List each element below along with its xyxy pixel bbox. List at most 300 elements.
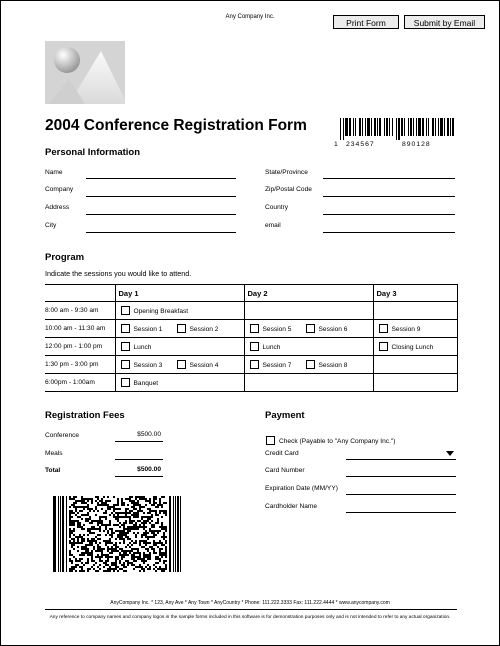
pdf417-module [165, 514, 167, 516]
name-field[interactable] [86, 178, 236, 179]
pdf417-module [73, 566, 75, 568]
pdf417-module [91, 520, 93, 522]
pdf417-module [135, 556, 137, 558]
pdf417-module [143, 570, 145, 572]
pdf417-module [127, 508, 129, 510]
session-label: Closing Lunch [391, 344, 434, 351]
pdf417-module [117, 498, 119, 500]
pdf417-module [95, 500, 97, 502]
print-form-button[interactable]: Print Form [333, 15, 399, 29]
pdf417-module [71, 570, 73, 572]
pdf417-module [127, 560, 129, 562]
pdf417-module [161, 506, 163, 508]
pdf417-module [113, 568, 115, 570]
pdf417-module [127, 562, 129, 564]
pdf417-module [111, 562, 113, 564]
pdf417-module [151, 546, 153, 548]
pdf417-module [71, 562, 73, 564]
pdf417-module [145, 540, 147, 542]
day2-header: Day 2 [244, 285, 373, 302]
pdf417-module [83, 524, 85, 526]
pdf417-module [161, 528, 163, 530]
pdf417-module [101, 548, 103, 550]
closing-lunch-checkbox[interactable] [379, 342, 388, 351]
day2-cell [244, 302, 373, 320]
pdf417-module [135, 524, 137, 526]
pdf417-module [115, 544, 117, 546]
pdf417-module [93, 520, 95, 522]
pdf417-module [95, 508, 97, 510]
pdf417-module [117, 500, 119, 502]
pdf417-module [153, 542, 155, 544]
pdf417-module [141, 558, 143, 560]
pdf417-module [159, 512, 161, 514]
pdf417-module [113, 506, 115, 508]
pdf417-module [141, 536, 143, 538]
pdf417-module [141, 516, 143, 518]
day3-header: Day 3 [373, 285, 457, 302]
session-5-checkbox[interactable] [250, 324, 259, 333]
session-8-checkbox[interactable] [306, 360, 315, 369]
pdf417-module [117, 516, 119, 518]
pdf417-module [115, 566, 117, 568]
pdf417-module [81, 510, 83, 512]
pdf417-module [123, 516, 125, 518]
country-field[interactable] [323, 214, 455, 215]
company-label: Company [45, 186, 74, 193]
pdf417-module [125, 554, 127, 556]
pdf417-module [141, 518, 143, 520]
session-2-checkbox[interactable] [177, 324, 186, 333]
pdf417-module [87, 558, 89, 560]
pdf417-module [155, 534, 157, 536]
pdf417-module [165, 530, 167, 532]
pdf417-module [147, 558, 149, 560]
pdf417-module [109, 500, 111, 502]
pdf417-module [121, 536, 123, 538]
pdf417-module [69, 514, 71, 516]
barcode-bar [432, 118, 434, 136]
pdf417-module [129, 522, 131, 524]
pdf417-module [157, 522, 159, 524]
meals-field[interactable] [115, 459, 163, 460]
pdf417-module [107, 564, 109, 566]
check-label: Check (Payable to "Any Company Inc.") [279, 438, 396, 445]
pdf417-module [141, 568, 143, 570]
barcode-bar [396, 118, 397, 140]
pdf417-guard-bar [177, 496, 179, 572]
pdf417-module [157, 558, 159, 560]
barcode-bar [416, 118, 417, 136]
program-row [45, 302, 457, 320]
session-label: Session 8 [318, 362, 348, 369]
pdf417-module [143, 552, 145, 554]
pdf417-module [99, 556, 101, 558]
pdf417-module [141, 510, 143, 512]
pdf417-module [115, 556, 117, 558]
pdf417-module [99, 564, 101, 566]
pdf417-module [97, 548, 99, 550]
pdf417-module [105, 562, 107, 564]
pdf417-module [103, 504, 105, 506]
pdf417-module [73, 538, 75, 540]
pdf417-module [127, 564, 129, 566]
pdf417-module [85, 544, 87, 546]
pdf417-module [121, 516, 123, 518]
pdf417-guard-bar [58, 496, 59, 572]
pdf417-module [143, 516, 145, 518]
pdf417-module [101, 550, 103, 552]
pdf417-module [143, 532, 145, 534]
day2-cell [244, 320, 373, 338]
pdf417-module [69, 552, 71, 554]
pdf417-module [115, 548, 117, 550]
pdf417-module [157, 532, 159, 534]
barcode-digit-left: 1 [334, 141, 338, 148]
pdf417-module [113, 562, 115, 564]
address-field[interactable] [86, 214, 236, 215]
pdf417-module [165, 564, 167, 566]
pdf417-module [165, 540, 167, 542]
barcode-bar [422, 118, 424, 136]
pdf417-module [69, 518, 71, 520]
pdf417-module [129, 550, 131, 552]
pdf417-module [97, 496, 99, 498]
pdf417-module [123, 556, 125, 558]
pdf417-module [141, 540, 143, 542]
pdf417-module [151, 536, 153, 538]
submit-by-email-button[interactable]: Submit by Email [404, 15, 485, 29]
pdf417-module [81, 546, 83, 548]
session-label: Session 1 [133, 326, 163, 333]
barcode-bar [355, 118, 356, 136]
pdf417-module [71, 566, 73, 568]
pdf417-module [149, 566, 151, 568]
pdf417-module [103, 516, 105, 518]
zip-field[interactable] [323, 196, 455, 197]
pdf417-module [147, 518, 149, 520]
barcode-bar [389, 118, 390, 136]
pdf417-module [117, 558, 119, 560]
pdf417-module [79, 554, 81, 556]
pdf417-module [117, 502, 119, 504]
pdf417-module [81, 554, 83, 556]
pdf417-module [135, 502, 137, 504]
pdf417-module [155, 506, 157, 508]
pdf417-module [87, 554, 89, 556]
pdf417-module [155, 498, 157, 500]
pdf417-module [131, 520, 133, 522]
pdf417-module [85, 550, 87, 552]
pdf417-module [79, 524, 81, 526]
cardholder-field[interactable] [346, 512, 456, 513]
pdf417-module [127, 528, 129, 530]
pdf417-module [73, 506, 75, 508]
barcode-bar [377, 118, 378, 136]
pdf417-module [159, 568, 161, 570]
session-label: Session 3 [133, 362, 163, 369]
pdf417-module [119, 516, 121, 518]
pdf417-module [87, 506, 89, 508]
pdf417-module [69, 496, 71, 498]
pdf417-module [89, 508, 91, 510]
pdf417-module [141, 566, 143, 568]
day3-cell [373, 320, 457, 338]
pdf417-module [91, 550, 93, 552]
pdf417-module [109, 528, 111, 530]
pdf417-module [99, 534, 101, 536]
pdf417-module [79, 536, 81, 538]
pdf417-module [115, 524, 117, 526]
pdf417-module [133, 516, 135, 518]
pdf417-module [149, 508, 151, 510]
pdf417-module [99, 546, 101, 548]
pdf417-module [103, 570, 105, 572]
pdf417-module [153, 552, 155, 554]
pdf417-module [139, 526, 141, 528]
session-7-checkbox[interactable] [250, 360, 259, 369]
pdf417-module [111, 550, 113, 552]
barcode-bar [447, 118, 449, 136]
pdf417-module [127, 532, 129, 534]
pdf417-module [81, 514, 83, 516]
pdf417-module [141, 560, 143, 562]
pdf417-module [101, 504, 103, 506]
pdf417-module [151, 520, 153, 522]
pdf417-module [87, 560, 89, 562]
pdf417-module [145, 530, 147, 532]
pdf417-module [143, 568, 145, 570]
pdf417-module [139, 510, 141, 512]
pdf417-module [141, 506, 143, 508]
pdf417-module [85, 546, 87, 548]
pdf417-module [73, 540, 75, 542]
day2-cell [244, 374, 373, 392]
pdf417-module [105, 524, 107, 526]
pdf417-module [161, 524, 163, 526]
session-9-checkbox[interactable] [379, 324, 388, 333]
pdf417-module [85, 552, 87, 554]
pdf417-module [159, 548, 161, 550]
day3-cell [373, 302, 457, 320]
pdf417-module [93, 528, 95, 530]
pdf417-module [123, 534, 125, 536]
pdf417-module [155, 552, 157, 554]
pdf417-module [155, 514, 157, 516]
banquet-checkbox[interactable] [121, 378, 130, 387]
pdf417-module [109, 538, 111, 540]
state-field[interactable] [323, 178, 455, 179]
pdf417-module [127, 538, 129, 540]
pdf417-module [89, 522, 91, 524]
pdf417-module [75, 514, 77, 516]
pdf417-module [123, 566, 125, 568]
pdf417-module [87, 550, 89, 552]
pdf417-module [91, 554, 93, 556]
pdf417-module [113, 524, 115, 526]
pdf417-module [121, 530, 123, 532]
pdf417-module [163, 560, 165, 562]
pdf417-module [149, 510, 151, 512]
pdf417-module [105, 516, 107, 518]
pdf417-module [99, 518, 101, 520]
pdf417-module [157, 518, 159, 520]
pdf417-module [99, 500, 101, 502]
pdf417-module [107, 546, 109, 548]
conference-field[interactable] [115, 441, 163, 442]
session-label: Session 5 [262, 326, 292, 333]
pdf417-module [131, 564, 133, 566]
pdf417-module [107, 568, 109, 570]
pdf417-module [125, 528, 127, 530]
session-1-checkbox[interactable] [121, 324, 130, 333]
pdf417-module [71, 544, 73, 546]
pdf417-module [107, 524, 109, 526]
pdf417-module [93, 538, 95, 540]
barcode-digits-right: 890128 [402, 141, 431, 148]
pdf417-module [103, 562, 105, 564]
pdf417-module [105, 534, 107, 536]
pdf417-module [135, 540, 137, 542]
pdf417-guard-bar [53, 496, 56, 572]
pdf417-module [129, 498, 131, 500]
pdf417-module [123, 512, 125, 514]
pdf417-module [83, 540, 85, 542]
pdf417-module [161, 516, 163, 518]
pdf417-module [75, 520, 77, 522]
pdf417-module [113, 508, 115, 510]
barcode-bar [444, 118, 445, 136]
pdf417-module [113, 550, 115, 552]
pdf417-module [81, 538, 83, 540]
session-4-checkbox[interactable] [177, 360, 186, 369]
day1-lunch-checkbox[interactable] [121, 342, 130, 351]
city-field[interactable] [86, 232, 236, 233]
expiration-field[interactable] [346, 494, 456, 495]
pdf417-module [79, 558, 81, 560]
company-header: Any Company Inc. [225, 14, 275, 20]
pdf417-module [155, 544, 157, 546]
pdf417-module [101, 560, 103, 562]
pdf417-module [89, 568, 91, 570]
pdf417-module [121, 502, 123, 504]
session-3-checkbox[interactable] [121, 360, 130, 369]
pdf417-module [119, 542, 121, 544]
credit-card-select[interactable] [346, 459, 456, 460]
pdf417-module [133, 512, 135, 514]
session-6-checkbox[interactable] [306, 324, 315, 333]
total-amount: $500.00 [137, 466, 161, 473]
pdf417-module [81, 528, 83, 530]
pdf417-module [149, 546, 151, 548]
pdf417-module [115, 508, 117, 510]
pdf417-module [97, 556, 99, 558]
pdf417-module [131, 528, 133, 530]
pdf417-module [105, 518, 107, 520]
company-field[interactable] [86, 196, 236, 197]
email-field[interactable] [323, 232, 455, 233]
check-option [266, 430, 395, 448]
check-payment-checkbox[interactable] [266, 436, 275, 445]
pdf417-module [83, 564, 85, 566]
pdf417-module [143, 506, 145, 508]
day1-cell [115, 320, 244, 338]
pdf417-module [97, 524, 99, 526]
pdf417-module [163, 538, 165, 540]
day2-lunch-checkbox[interactable] [250, 342, 259, 351]
chevron-down-icon[interactable] [446, 451, 454, 456]
pdf417-module [139, 570, 141, 572]
pdf417-module [71, 560, 73, 562]
barcode-digits-mid: 234567 [346, 141, 375, 148]
day3-cell [373, 338, 457, 356]
pdf417-module [71, 510, 73, 512]
pdf417-module [165, 568, 167, 570]
pdf417-module [139, 496, 141, 498]
day3-cell [373, 356, 457, 374]
pdf417-module [81, 518, 83, 520]
day2-cell [244, 356, 373, 374]
card-number-field[interactable] [346, 476, 456, 477]
pdf417-module [105, 504, 107, 506]
pdf417-module [75, 570, 77, 572]
pdf417-module [111, 528, 113, 530]
pdf417-module [133, 558, 135, 560]
pdf417-module [107, 570, 109, 572]
pdf417-module [143, 524, 145, 526]
pdf417-module [101, 552, 103, 554]
pdf417-module [89, 552, 91, 554]
pdf417-module [131, 496, 133, 498]
pdf417-module [97, 528, 99, 530]
barcode-bar [392, 118, 393, 136]
pdf417-module [109, 542, 111, 544]
pdf417-module [123, 538, 125, 540]
pdf417-module [155, 570, 157, 572]
pdf417-module [161, 570, 163, 572]
pdf417-module [109, 508, 111, 510]
pdf417-module [85, 502, 87, 504]
pdf417-module [73, 512, 75, 514]
pdf417-module [117, 536, 119, 538]
program-row [45, 356, 457, 374]
day1-cell [115, 338, 244, 356]
pdf417-module [119, 536, 121, 538]
pdf417-module [89, 518, 91, 520]
pdf417-module [101, 520, 103, 522]
opening-breakfast-checkbox[interactable] [121, 306, 130, 315]
pdf417-module [131, 556, 133, 558]
pdf417-module [163, 528, 165, 530]
pdf417-module [99, 542, 101, 544]
pdf417-module [107, 530, 109, 532]
pdf417-module [89, 510, 91, 512]
pdf417-module [135, 536, 137, 538]
pdf417-module [165, 526, 167, 528]
pdf417-module [153, 540, 155, 542]
pdf417-module [97, 570, 99, 572]
pdf417-module [129, 552, 131, 554]
pdf417-module [113, 504, 115, 506]
pdf417-module [165, 548, 167, 550]
pdf417-module [143, 556, 145, 558]
pdf417-module [91, 558, 93, 560]
pdf417-module [109, 514, 111, 516]
pdf417-module [71, 520, 73, 522]
pdf417-module [103, 530, 105, 532]
barcode-bar [452, 118, 454, 136]
pdf417-module [121, 524, 123, 526]
